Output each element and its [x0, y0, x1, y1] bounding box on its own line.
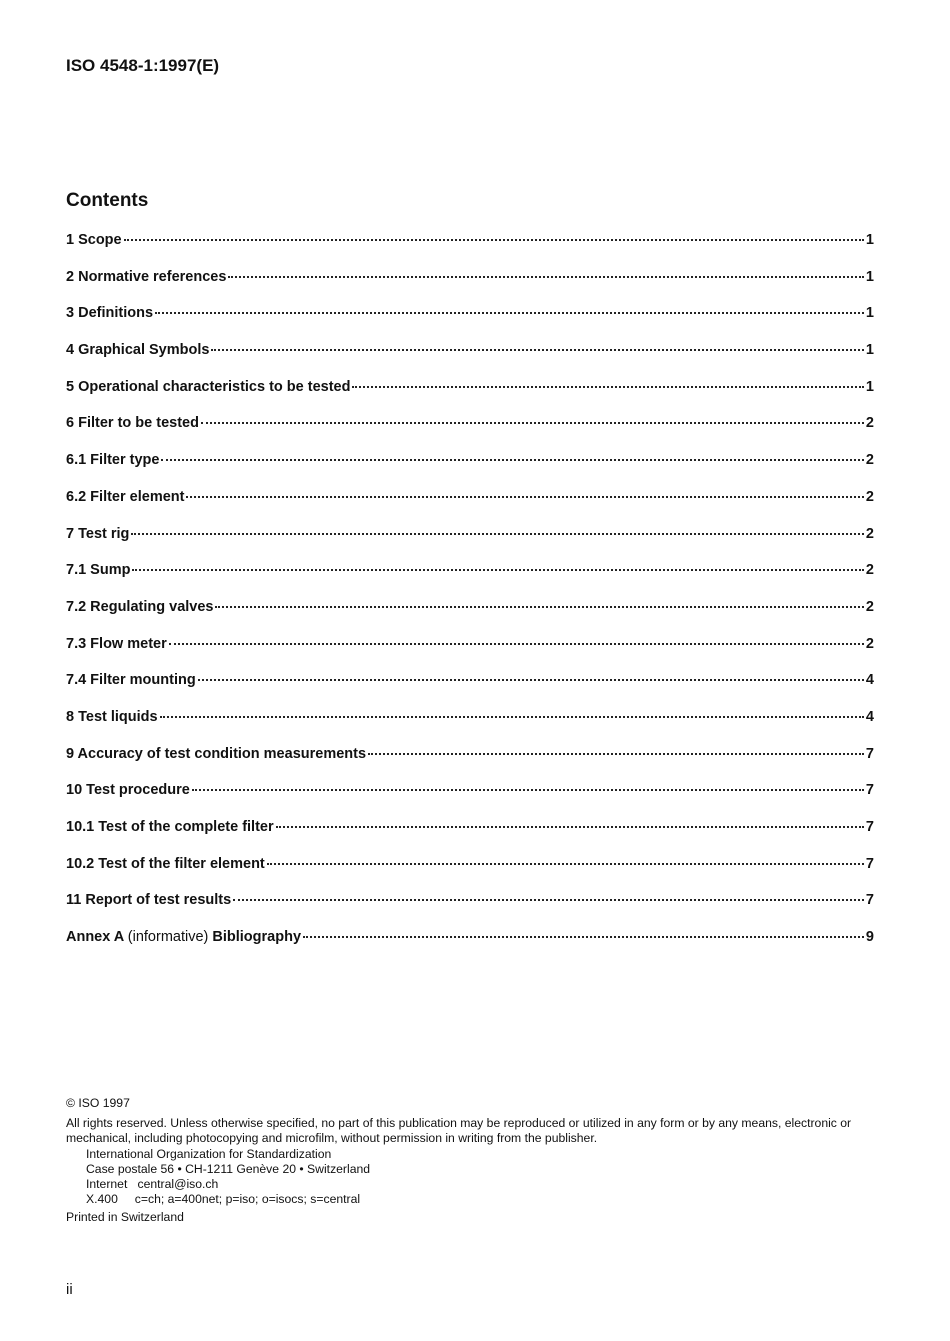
toc-entry[interactable]: [66, 562, 874, 599]
toc-entry-page: 7: [865, 745, 874, 762]
toc-entry[interactable]: [66, 892, 874, 929]
toc-entry-page: 7: [865, 892, 874, 909]
document-id: ISO 4548-1:1997(E): [66, 56, 220, 75]
toc-entry-page: 7: [865, 782, 874, 799]
toc-entry[interactable]: [66, 709, 874, 746]
toc-leader-dots: [276, 826, 864, 828]
toc-entry-label: 8 Test liquids: [66, 708, 158, 725]
toc-entry-page: 7: [865, 855, 874, 872]
copyright-footer: [66, 1096, 878, 1225]
toc-entry-page: 1: [865, 268, 874, 285]
toc-entry-label: 9 Accuracy of test condition measurements: [66, 745, 367, 762]
toc-leader-dots: [198, 679, 864, 681]
toc-leader-dots: [267, 863, 864, 865]
annex-note: (informative): [127, 929, 209, 946]
toc-entry-page: 2: [865, 635, 874, 652]
toc-entry[interactable]: [66, 526, 874, 563]
toc-entry[interactable]: [66, 856, 874, 893]
address-block: [66, 1147, 878, 1207]
toc-entry-label: 7.4 Filter mounting: [66, 672, 196, 689]
toc-leader-dots: [368, 753, 864, 755]
table-of-contents: [66, 232, 874, 966]
toc-entry-label: 6.2 Filter element: [66, 488, 185, 505]
address-line: X.400 c=ch; a=400net; p=iso; o=isocs; s=central: [86, 1192, 361, 1206]
toc-entry[interactable]: [66, 269, 874, 306]
toc-leader-dots: [303, 936, 864, 938]
toc-entry[interactable]: [66, 379, 874, 416]
toc-leader-dots: [155, 312, 864, 314]
annex-prefix: Annex A: [66, 929, 124, 946]
toc-leader-dots: [192, 789, 864, 791]
printed-location: Printed in Switzerland: [66, 1210, 184, 1224]
toc-leader-dots: [201, 422, 864, 424]
toc-entry[interactable]: [66, 599, 874, 636]
rights-statement: All rights reserved. Unless otherwise specified, no part of this publication may be reproduced or utilized in any form or by any means, electronic or mechanical, including photocopying and microfilm, without permission in writing from the publisher.: [66, 1116, 852, 1145]
toc-entry-page: 2: [865, 415, 874, 432]
page-number: ii: [66, 1281, 73, 1298]
toc-entry-page: 2: [865, 598, 874, 615]
toc-leader-dots: [233, 899, 864, 901]
toc-leader-dots: [186, 496, 863, 498]
contents-title: Contents: [66, 190, 149, 211]
toc-entry-page: 1: [865, 342, 874, 359]
toc-entry[interactable]: [66, 782, 874, 819]
toc-entry-label: 6 Filter to be tested: [66, 415, 199, 432]
toc-leader-dots: [211, 349, 863, 351]
address-line: Case postale 56 • CH-1211 Genève 20 • Switzerland: [86, 1162, 371, 1176]
toc-entry-label: 5 Operational characteristics to be tested: [66, 378, 351, 395]
toc-entry-annex[interactable]: [66, 929, 874, 966]
toc-entry[interactable]: [66, 819, 874, 856]
toc-entry[interactable]: [66, 489, 874, 526]
toc-leader-dots: [160, 716, 864, 718]
toc-entry[interactable]: [66, 452, 874, 489]
toc-entry-label: [66, 929, 301, 945]
annex-title: Bibliography: [212, 929, 302, 946]
toc-entry-page: 2: [865, 488, 874, 505]
toc-entry-label: 7 Test rig: [66, 525, 130, 542]
toc-entry-label: 2 Normative references: [66, 268, 227, 285]
toc-leader-dots: [132, 569, 863, 571]
toc-entry-label: 7.3 Flow meter: [66, 635, 167, 652]
toc-entry-page: 2: [865, 562, 874, 579]
toc-entry-label: 10.2 Test of the filter element: [66, 855, 265, 872]
toc-entry-label: 3 Definitions: [66, 305, 154, 322]
toc-entry-label: 4 Graphical Symbols: [66, 342, 210, 359]
toc-entry-label: 7.2 Regulating valves: [66, 598, 214, 615]
toc-entry-page: 1: [865, 305, 874, 322]
toc-entry-label: 6.1 Filter type: [66, 452, 160, 469]
toc-entry[interactable]: [66, 342, 874, 379]
toc-entry-page: 4: [865, 708, 874, 725]
toc-leader-dots: [124, 239, 864, 241]
toc-leader-dots: [228, 276, 864, 278]
toc-leader-dots: [161, 459, 863, 461]
copyright-notice: © ISO 1997: [66, 1096, 130, 1110]
toc-entry[interactable]: [66, 232, 874, 269]
toc-entry-page: 7: [865, 819, 874, 835]
address-line: Internet central@iso.ch: [86, 1177, 219, 1191]
toc-entry-page: 1: [865, 232, 874, 248]
toc-entry-label: 10 Test procedure: [66, 782, 190, 799]
toc-entry-page: 2: [865, 452, 874, 469]
toc-leader-dots: [131, 533, 864, 535]
toc-entry[interactable]: [66, 746, 874, 783]
toc-entry-label: 7.1 Sump: [66, 562, 131, 579]
toc-leader-dots: [352, 386, 863, 388]
toc-entry[interactable]: [66, 305, 874, 342]
toc-entry-page: 4: [865, 672, 874, 689]
toc-entry-page: 1: [865, 378, 874, 395]
toc-entry[interactable]: [66, 672, 874, 709]
toc-leader-dots: [169, 643, 864, 645]
toc-entry[interactable]: [66, 636, 874, 673]
toc-leader-dots: [215, 606, 863, 608]
toc-entry[interactable]: [66, 415, 874, 452]
toc-entry-label: 11 Report of test results: [66, 892, 232, 909]
toc-entry-label: 1 Scope: [66, 232, 122, 248]
address-line: International Organization for Standardization: [86, 1147, 332, 1161]
toc-entry-label: 10.1 Test of the complete filter: [66, 819, 274, 835]
toc-entry-page: 9: [865, 929, 874, 946]
toc-entry-page: 2: [865, 525, 874, 542]
